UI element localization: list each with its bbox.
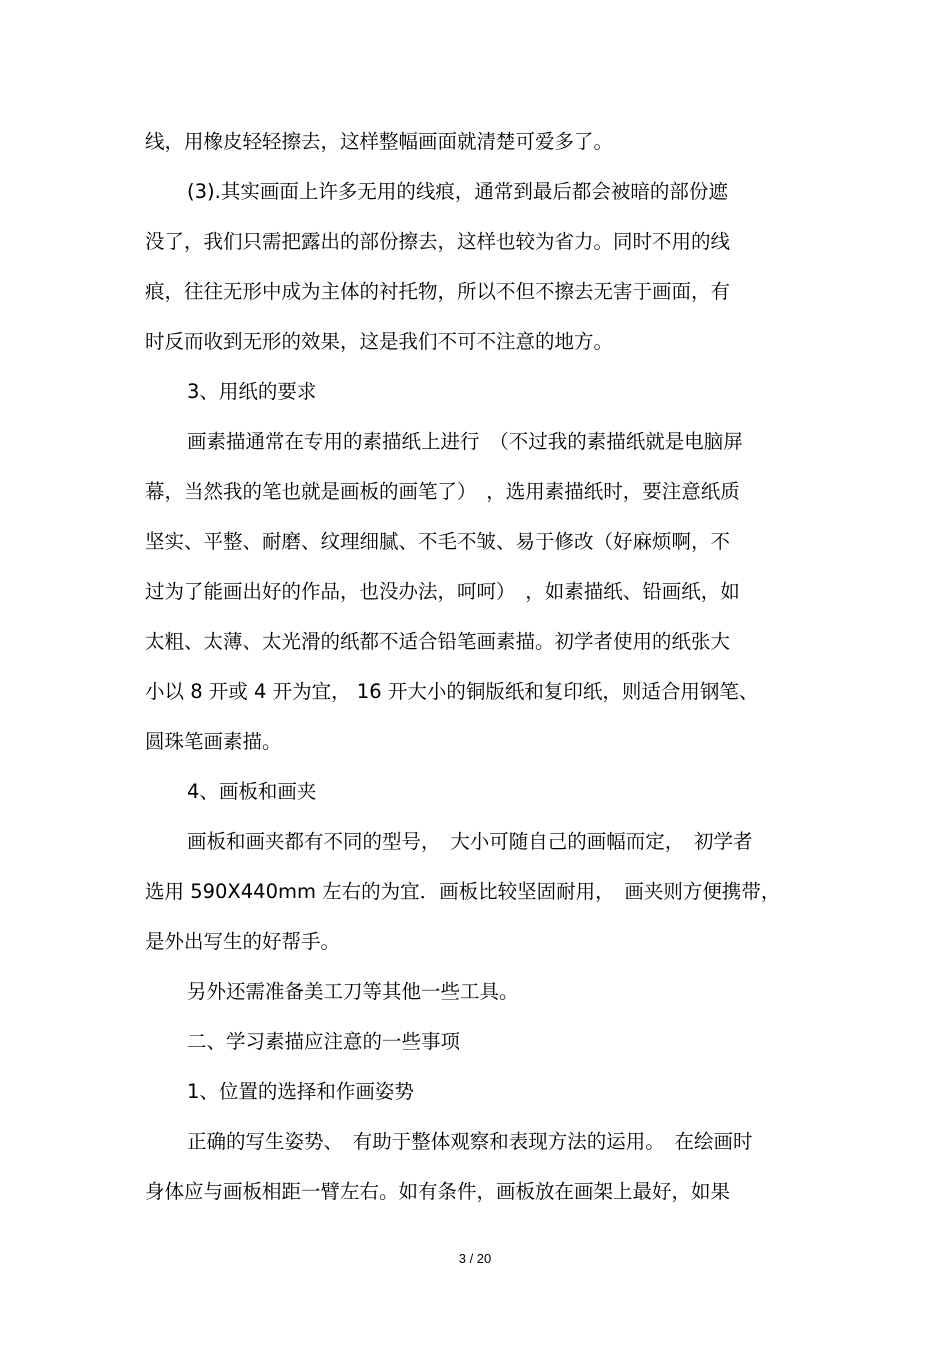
- text-line-10: 过为了能画出好的作品，也没办法，呵呵） ，如素描纸、铅画纸，如: [145, 580, 740, 603]
- text-line-2: (3).其实画面上许多无用的线痕，通常到最后都会被暗的部份遮: [187, 180, 728, 203]
- section-heading-notes: 二、学习素描应注意的一些事项: [187, 1030, 461, 1053]
- text-line-13: 圆珠笔画素描。: [145, 730, 282, 753]
- text-line-8: 幕，当然我的笔也就是画板的画笔了） ，选用素描纸时，要注意纸质: [145, 480, 740, 503]
- text-line-11: 太粗、太薄、太光滑的纸都不适合铅笔画素描。初学者使用的纸张大: [145, 630, 731, 653]
- text-line-5: 时反而收到无形的效果，这是我们不可不注意的地方。: [145, 330, 614, 353]
- text-line-12: 小以 8 开或 4 开为宜， 16 开大小的铜版纸和复印纸，则适合用钢笔、: [145, 680, 759, 703]
- section-heading-posture: 1、位置的选择和作画姿势: [187, 1080, 414, 1103]
- text-line-4: 痕，往往无形中成为主体的衬托物，所以不但不擦去无害于画面，有: [145, 280, 731, 303]
- page-number: 3 / 20: [458, 1251, 492, 1266]
- section-heading-paper: 3、用纸的要求: [187, 380, 317, 403]
- section-heading-board: 4、画板和画夹: [187, 780, 317, 803]
- text-line-17: 是外出写生的好帮手。: [145, 930, 341, 953]
- text-line-18: 另外还需准备美工刀等其他一些工具。: [187, 980, 519, 1003]
- text-line-7: 画素描通常在专用的素描纸上进行 （不过我的素描纸就是电脑屏: [187, 430, 743, 453]
- text-line-1: 线，用橡皮轻轻擦去，这样整幅画面就清楚可爱多了。: [145, 130, 614, 153]
- text-line-16: 选用 590X440mm 左右的为宜．画板比较坚固耐用， 画夹则方便携带，: [145, 880, 781, 903]
- text-line-22: 身体应与画板相距一臂左右。如有条件，画板放在画架上最好，如果: [145, 1180, 731, 1203]
- text-line-21: 正确的写生姿势、 有助于整体观察和表现方法的运用。 在绘画时: [187, 1130, 753, 1153]
- text-line-3: 没了，我们只需把露出的部份擦去，这样也较为省力。同时不用的线: [145, 230, 731, 253]
- text-line-15: 画板和画夹都有不同的型号， 大小可随自己的画幅而定， 初学者: [187, 830, 753, 853]
- text-line-9: 坚实、平整、耐磨、纹理细腻、不毛不皱、易于修改（好麻烦啊，不: [145, 530, 731, 553]
